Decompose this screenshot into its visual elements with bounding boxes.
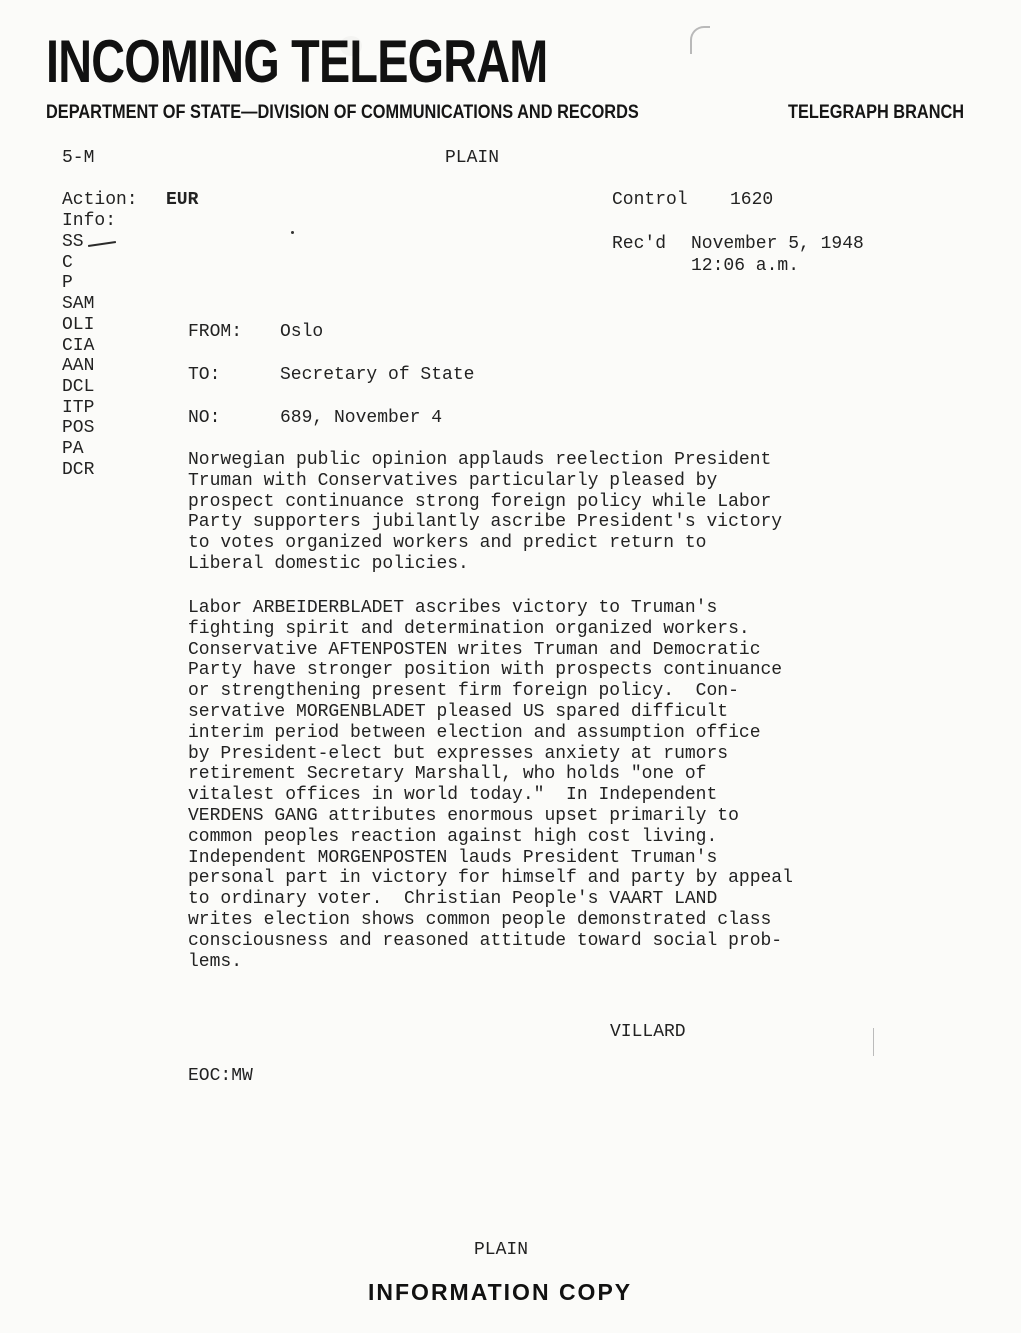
- received-date: November 5, 1948: [691, 234, 864, 254]
- routing-code: SAM: [62, 294, 95, 315]
- routing-code: POS: [62, 418, 95, 439]
- action-value: EUR: [166, 190, 199, 210]
- received-label: Rec'd: [612, 234, 667, 254]
- routing-code: CIA: [62, 335, 95, 356]
- message-line: personal part in victory for himself and party by appeal: [188, 868, 793, 889]
- signature: VILLARD: [610, 1022, 686, 1042]
- serial-number: 5-M: [62, 148, 95, 168]
- number-value: 689, November 4: [280, 408, 443, 428]
- message-line: Party have stronger position with prospects continuance: [188, 660, 783, 681]
- message-line: by President-elect but expresses anxiety at rumors: [188, 743, 729, 764]
- to-label: TO:: [188, 365, 221, 385]
- message-line: servative MORGENBLADET pleased US spared difficult: [188, 701, 729, 722]
- message-line: to ordinary voter. Christian People's VAART LAND: [188, 889, 718, 910]
- reference-initials: EOC:MW: [188, 1066, 253, 1086]
- message-line: Party supporters jubilantly ascribe President's victory: [188, 512, 783, 533]
- from-value: Oslo: [280, 322, 324, 342]
- message-line: common peoples reaction against high cost living.: [188, 826, 718, 847]
- control-number: 1620: [730, 190, 774, 210]
- routing-code: AAN: [62, 356, 95, 377]
- routing-code: DCL: [62, 376, 95, 397]
- message-line: Norwegian public opinion applauds reelection President: [188, 450, 772, 470]
- message-line: to votes organized workers and predict return to: [188, 533, 707, 554]
- received-time: 12:06 a.m.: [691, 256, 800, 276]
- routing-list: [62, 232, 94, 480]
- message-paragraph-1: [188, 450, 908, 575]
- routing-code: P: [62, 273, 73, 294]
- message-line: interim period between election and assumption office: [188, 722, 761, 743]
- routing-code: DCR: [62, 459, 95, 480]
- message-line: fighting spirit and determination organized workers.: [188, 618, 750, 639]
- control-label: Control: [612, 190, 688, 210]
- message-line: or strengthening present firm foreign policy. Con-: [188, 681, 739, 702]
- stray-dot: [291, 231, 294, 234]
- message-line: consciousness and reasoned attitude toward social prob-: [188, 930, 783, 951]
- telegram-title: INCOMING TELEGRAM: [46, 28, 548, 95]
- message-line: VERDENS GANG attributes enormous upset primarily to: [188, 805, 739, 826]
- message-line: retirement Secretary Marshall, who holds "one of: [188, 764, 707, 785]
- message-line: lems.: [188, 951, 243, 972]
- message-line: Conservative AFTENPOSTEN writes Truman and Democratic: [188, 639, 761, 660]
- margin-mark: [873, 1028, 874, 1056]
- information-copy-stamp: INFORMATION COPY: [368, 1279, 633, 1305]
- message-line: Liberal domestic policies.: [188, 553, 469, 574]
- message-paragraph-2: [188, 598, 908, 972]
- message-line: Independent MORGENPOSTEN lauds President Truman's: [188, 847, 718, 868]
- routing-code: C: [62, 252, 73, 273]
- info-label: Info:: [62, 211, 117, 231]
- department-heading: DEPARTMENT OF STATE—DIVISION OF COMMUNICATIONS AND RECORDS: [46, 102, 639, 123]
- routing-code: ITP: [62, 397, 95, 418]
- from-label: FROM:: [188, 322, 243, 342]
- action-label: Action:: [62, 190, 138, 210]
- message-line: vitalest offices in world today." In Independent: [188, 785, 718, 806]
- routing-code: SS: [62, 232, 84, 252]
- number-label: NO:: [188, 408, 221, 428]
- classification-top: PLAIN: [445, 148, 500, 168]
- to-value: Secretary of State: [280, 365, 475, 385]
- message-line: Truman with Conservatives particularly pleased by: [188, 470, 718, 491]
- message-line: prospect continuance strong foreign policy while Labor: [188, 491, 772, 512]
- routing-code: OLI: [62, 314, 95, 335]
- message-line: Labor ARBEIDERBLADET ascribes victory to Truman's: [188, 598, 718, 618]
- message-line: writes election shows common people demonstrated class: [188, 909, 772, 930]
- paper-mark: [690, 26, 710, 54]
- branch-heading: TELEGRAPH BRANCH: [788, 102, 965, 123]
- classification-bottom: PLAIN: [474, 1240, 529, 1260]
- routing-code: PA: [62, 439, 84, 460]
